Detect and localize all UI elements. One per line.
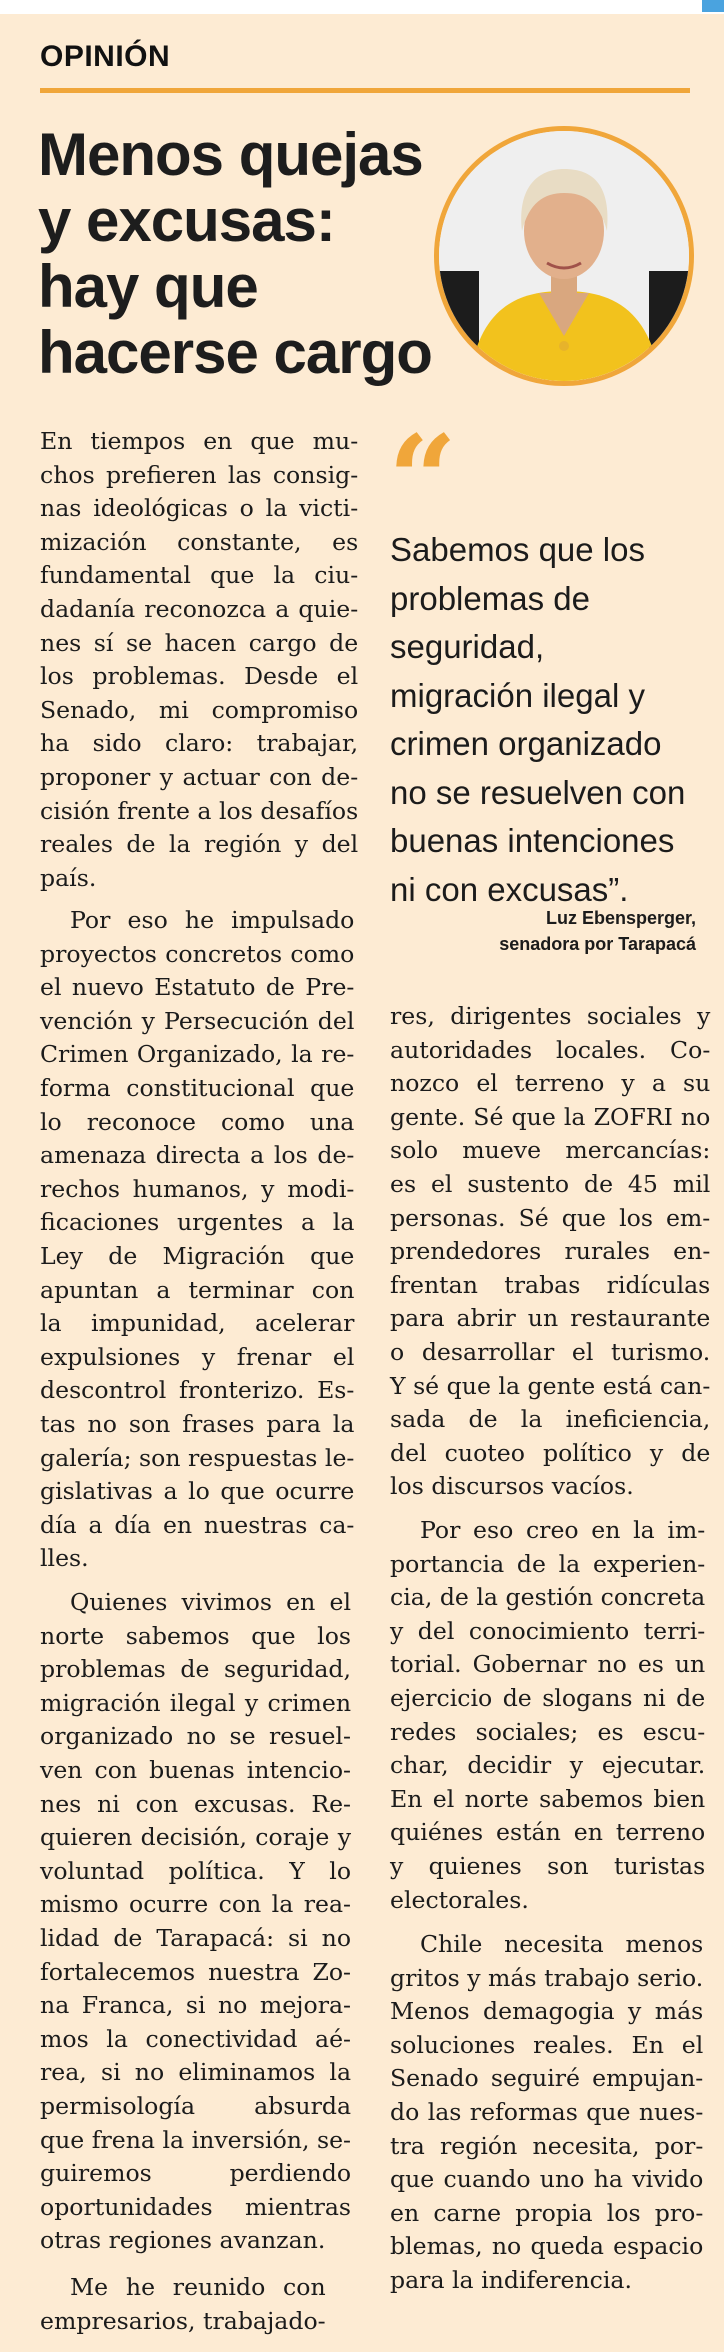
paragraph (390, 1928, 703, 2298)
text-line: cia, de la gestión concreta (390, 1583, 706, 1612)
author-title: senadora por Tarapacá (499, 934, 696, 954)
text-line: torial. Gobernar no es un (390, 1650, 706, 1679)
text-line: gente. Sé que la ZOFRI no (390, 1102, 711, 1131)
text-line: cisión frente a los desafíos (40, 796, 359, 825)
text-line: lidad de Tarapacá: si no (40, 1923, 352, 1952)
text-line: mización constante, es (40, 527, 359, 556)
text-line: Y sé que la gente está can- (390, 1371, 711, 1400)
text-line: quieren decisión, coraje y (40, 1823, 352, 1852)
headline-line: hay que (38, 253, 258, 320)
text-line: Senado, mi compromiso (40, 695, 359, 724)
text-line: fundamental que la ciu- (40, 561, 359, 590)
text-line: rea, si no eliminamos la (40, 2058, 352, 2087)
text-line: galería; son respuestas le- (40, 1443, 355, 1472)
text-line: Ley de Migración que (40, 1241, 355, 1270)
text-line: del cuoteo político y de (390, 1438, 711, 1467)
text-line: ha sido claro: trabajar, (40, 729, 359, 758)
text-line: guiremos perdiendo (40, 2159, 352, 2188)
text-line: char, decidir y ejecutar. (390, 1751, 706, 1780)
text-line: nas ideológicas o la victi- (40, 494, 359, 523)
text-line: es el sustento de 45 mil (390, 1169, 711, 1198)
pull-quote (390, 526, 700, 914)
text-line: fortalecemos nuestra Zo- (40, 1957, 352, 1986)
paragraph (40, 904, 354, 1576)
paragraph (40, 2271, 326, 2338)
text-line: para la indiferencia. (390, 2265, 632, 2294)
text-line: Menos demagogia y más (390, 1997, 704, 2026)
quote-mark-icon: “ (388, 409, 458, 550)
text-line: nes ni con excusas. Re- (40, 1789, 352, 1818)
pull-quote-line: migración ilegal y (390, 676, 645, 714)
text-line: res, dirigentes sociales y (390, 1002, 711, 1030)
paragraph (40, 425, 358, 895)
section-rule (40, 88, 690, 93)
top-strip (0, 0, 724, 14)
text-line: chos prefieren las consig- (40, 460, 359, 489)
text-line: país. (40, 863, 97, 892)
headline-line: Menos quejas (38, 121, 423, 188)
text-line: nozco el terreno y a su (390, 1069, 711, 1098)
text-line: lo reconoce como una (40, 1107, 355, 1136)
pull-quote-line: no se resuelven con (390, 773, 686, 811)
text-line: y del conocimiento terri- (390, 1616, 706, 1645)
text-line: dadanía reconozca a quie- (40, 594, 359, 623)
text-line: Chile necesita menos (420, 1930, 704, 1958)
pull-quote-line: ni con excusas”. (390, 870, 629, 908)
paragraph (40, 1586, 351, 2258)
text-line: En tiempos en que mu- (40, 427, 359, 455)
text-line: o desarrollar el turismo. (390, 1337, 711, 1366)
text-line: sada de la ineficiencia, (390, 1405, 711, 1434)
text-line: descontrol fronterizo. Es- (40, 1376, 355, 1405)
text-line: apuntan a terminar con (40, 1275, 355, 1304)
text-line: vención y Persecución del (40, 1006, 355, 1035)
pull-quote-line: crimen organizado (390, 725, 662, 762)
text-line: prendedores rurales en- (390, 1237, 711, 1266)
text-line: para abrir un restaurante (390, 1304, 711, 1333)
text-line: otras regiones avanzan. (40, 2226, 326, 2255)
text-line: soluciones reales. En el (390, 2030, 704, 2059)
paragraph (390, 1000, 710, 1504)
text-line: voluntad política. Y lo (40, 1856, 352, 1885)
text-line: norte sabemos que los (40, 1621, 352, 1650)
text-line: permisología absurda (40, 2091, 352, 2120)
text-line: ficaciones urgentes a la (40, 1208, 355, 1237)
text-line: proyectos concretos como (40, 939, 355, 968)
headline (38, 122, 458, 386)
text-line: do las reformas que nues- (390, 2097, 704, 2126)
quote-attribution (499, 905, 696, 957)
text-line: Quienes vivimos en el (70, 1588, 352, 1616)
section-label: OPINIÓN (40, 40, 171, 73)
pull-quote-line: buenas intenciones (390, 822, 675, 859)
text-line: blemas, no queda espacio (390, 2232, 704, 2261)
text-line: Senado seguiré empujan- (390, 2064, 704, 2093)
text-line: expulsiones y frenar el (40, 1342, 355, 1371)
text-line: personas. Sé que los em- (390, 1203, 711, 1232)
text-line: empresarios, trabajado- (40, 2306, 326, 2335)
text-line: redes sociales; es escu- (390, 1717, 706, 1746)
text-line: na Franca, si no mejora- (40, 1991, 352, 2020)
text-line: quiénes están en terreno (390, 1818, 706, 1847)
text-line: Crimen Organizado, la re- (40, 1040, 355, 1069)
text-line: autoridades locales. Co- (390, 1035, 711, 1064)
text-line: electorales. (390, 1885, 529, 1914)
text-line: lles. (40, 1544, 89, 1573)
text-line: gritos y más trabajo serio. (390, 1963, 704, 1992)
text-line: la impunidad, acelerar (40, 1309, 355, 1338)
text-line: tas no son frases para la (40, 1409, 355, 1438)
text-line: rechos humanos, y modi- (40, 1174, 355, 1203)
headline-line: y excusas: (38, 187, 335, 254)
author-portrait (434, 126, 694, 386)
text-line: en carne propia los pro- (390, 2198, 704, 2227)
text-line: tra región necesita, por- (390, 2131, 704, 2160)
text-line: Por eso he impulsado (70, 906, 355, 934)
author-name: Luz Ebensperger, (545, 908, 696, 928)
text-line: organizado no se resuel- (40, 1722, 352, 1751)
text-line: amenaza directa a los de- (40, 1141, 355, 1170)
pull-quote-line: Sabemos que los (390, 531, 645, 568)
text-line: ejercicio de slogans ni de (390, 1683, 706, 1712)
headline-line: hacerse cargo (38, 319, 432, 386)
text-line: los problemas. Desde el (40, 662, 359, 691)
text-line: En el norte sabemos bien (390, 1784, 706, 1813)
text-line: solo mueve mercancías: (390, 1136, 711, 1165)
text-line: y quienes son turistas (390, 1851, 706, 1880)
author-photo (439, 131, 689, 381)
text-line: nes sí se hacen cargo de (40, 628, 359, 657)
text-line: reales de la región y del (40, 830, 359, 859)
text-line: migración ilegal y crimen (40, 1688, 352, 1717)
page-corner-marker (702, 0, 724, 12)
text-line: oportunidades mientras (40, 2192, 352, 2221)
text-line: mos la conectividad aé- (40, 2024, 352, 2053)
text-line: gislativas a lo que ocurre (40, 1477, 355, 1506)
text-line: que cuando uno ha vivido (390, 2165, 704, 2194)
pull-quote-line: seguridad, (390, 628, 545, 665)
text-line: día a día en nuestras ca- (40, 1510, 355, 1539)
text-line: Por eso creo en la im- (420, 1516, 706, 1544)
text-line: mismo ocurre con la rea- (40, 1890, 352, 1919)
text-line: el nuevo Estatuto de Pre- (40, 973, 355, 1002)
text-line: portancia de la experien- (390, 1549, 706, 1578)
text-line: que frena la inversión, se- (40, 2125, 352, 2154)
text-line: Me he reunido con (70, 2273, 326, 2301)
text-line: proponer y actuar con de- (40, 762, 359, 791)
paragraph (390, 1514, 705, 1917)
pull-quote-line: problemas de (390, 579, 590, 617)
text-line: problemas de seguridad, (40, 1655, 352, 1684)
text-line: ven con buenas intencio- (40, 1755, 352, 1784)
text-line: los discursos vacíos. (390, 1472, 634, 1501)
text-line: forma constitucional que (40, 1073, 355, 1102)
text-line: frentan trabas ridículas (390, 1270, 711, 1299)
